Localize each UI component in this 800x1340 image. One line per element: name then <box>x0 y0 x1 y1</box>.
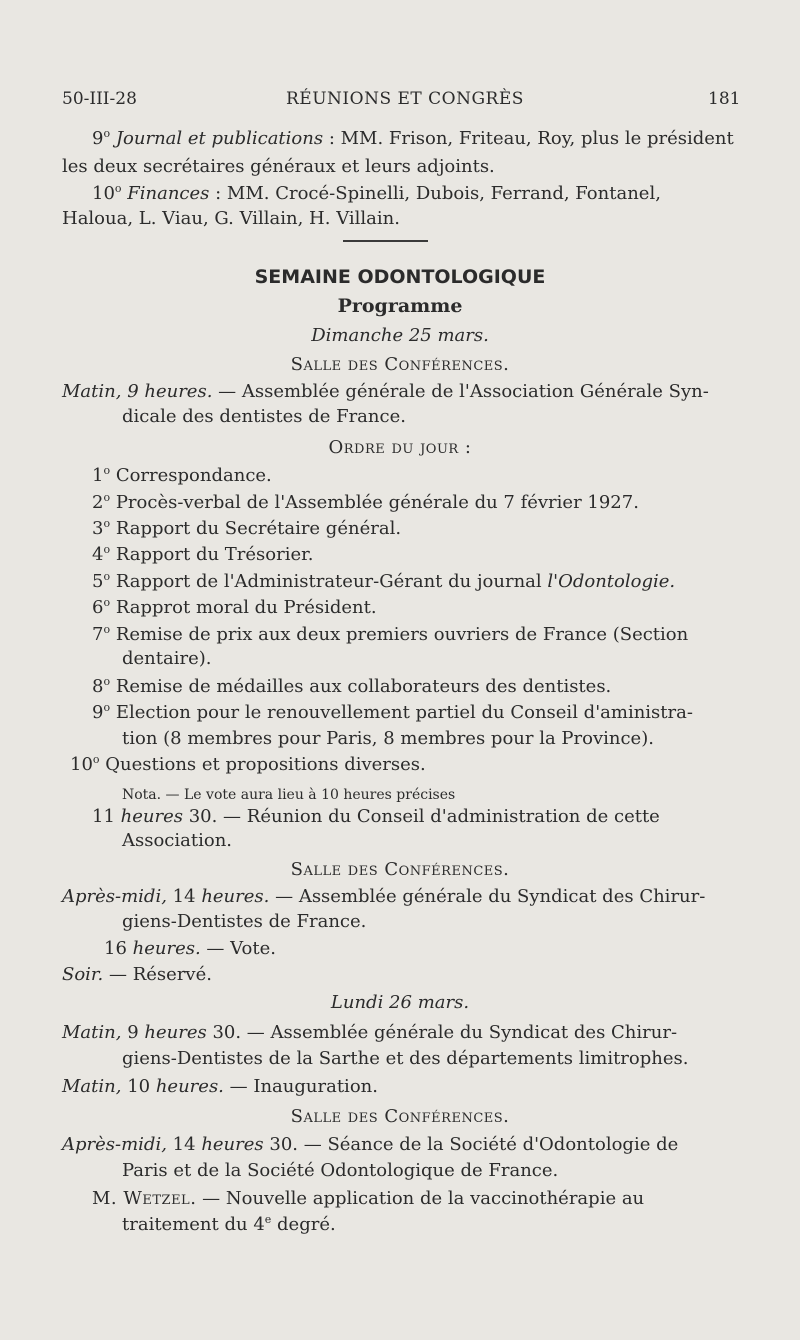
wetzel-cont: traitement du 4e degré. <box>122 1213 336 1235</box>
header-date: 50-III-28 <box>62 89 137 109</box>
program-title: Programme <box>337 295 463 317</box>
salle-3: Salle des Conférences. <box>290 1106 510 1127</box>
nota: Nota. — Le vote aura lieu à 10 heures précises <box>122 787 456 803</box>
section-title: SEMAINE ODONTOLOGIQUE <box>254 266 546 288</box>
intro-item-10-cont: Haloua, L. Viau, G. Villain, H. Villain. <box>62 208 400 229</box>
lundi-apres-midi-entry: Après-midi, 14 heures 30. — Séance de la Société d'Odontologie de <box>62 1134 679 1155</box>
lundi-apres-midi-cont: Paris et de la Société Odontologique de France. <box>122 1160 559 1181</box>
item-title: Finances <box>127 183 210 204</box>
agenda-item-7: 7$^o$ Remise de prix aux deux premiers ouvriers de France (Section <box>92 623 689 645</box>
agenda-item-9: 9$^o$ Election pour le renouvellement partiel du Conseil d'aministra- <box>92 701 693 723</box>
salle-2: Salle des Conférences. <box>290 859 510 880</box>
matin-9h-cont: dicale des dentistes de France. <box>122 406 406 427</box>
ordre-du-jour: Ordre du jour : <box>328 437 472 458</box>
intro-item-9-cont: les deux secrétaires généraux et leurs adjoints. <box>62 156 495 177</box>
h11-cont: Association. <box>122 830 233 851</box>
salle-1: Salle des Conférences. <box>290 354 510 375</box>
wetzel-entry: M. Wetzel. — Nouvelle application de la vaccinothérapie au <box>92 1188 645 1209</box>
agenda-item-1: 1$^o$ Correspondance. <box>92 464 272 486</box>
agenda-item-8: 8$^o$ Remise de médailles aux collaborateurs des dentistes. <box>92 675 612 697</box>
lundi-matin-10h-entry: Matin, 10 heures. — Inauguration. <box>62 1076 378 1097</box>
page-number: 181 <box>708 89 741 109</box>
header-title: RÉUNIONS ET CONGRÈS <box>286 89 524 109</box>
day1-date: Dimanche 25 mars. <box>311 325 489 346</box>
vote-entry: 16 heures. — Vote. <box>104 938 276 959</box>
section-divider <box>343 240 428 242</box>
entry-text: — Assemblée générale de l'Association Générale Syn- <box>212 381 709 402</box>
agenda-item-7-cont: dentaire). <box>122 648 212 669</box>
intro-item-9: 9$^o$ Journal et publications : MM. Frison, Friteau, Roy, plus le président <box>92 127 734 149</box>
agenda-item-5: 5$^o$ Rapport de l'Administrateur-Gérant du journal l'Odontologie. <box>92 570 676 592</box>
agenda-item-9-cont: tion (8 membres pour Paris, 8 membres pour la Province). <box>122 728 654 749</box>
soir-entry: Soir. — Réservé. <box>62 964 212 985</box>
agenda-item-3: 3$^o$ Rapport du Secrétaire général. <box>92 517 402 539</box>
lundi-matin-9h-entry: Matin, 9 heures 30. — Assemblée générale du Syndicat des Chirur- <box>62 1022 678 1043</box>
agenda-item-6: 6$^o$ Rapprot moral du Président. <box>92 596 377 618</box>
intro-item-10: 10$^o$ Finances : MM. Crocé-Spinelli, Dubois, Ferrand, Fontanel, <box>92 182 661 204</box>
h11-entry: 11 heures 30. — Réunion du Conseil d'administration de cette <box>92 806 660 827</box>
lundi-matin-9h-cont: giens-Dentistes de la Sarthe et des départements limitrophes. <box>122 1048 689 1069</box>
apres-midi-14h-entry: Après-midi, 14 heures. — Assemblée générale du Syndicat des Chirur- <box>62 886 706 907</box>
item-number: 9 <box>92 128 104 149</box>
time-label: Matin, 9 heures. <box>62 381 213 402</box>
agenda-item-2: 2$^o$ Procès-verbal de l'Assemblée générale du 7 février 1927. <box>92 491 639 513</box>
item-text: : MM. Frison, Friteau, Roy, plus le président <box>323 128 734 149</box>
matin-9h-entry <box>62 381 709 403</box>
item-title: Journal et publications <box>115 128 324 149</box>
day2-date: Lundi 26 mars. <box>330 992 470 1013</box>
agenda-item-4: 4$^o$ Rapport du Trésorier. <box>92 543 314 565</box>
item-text: : MM. Crocé-Spinelli, Dubois, Ferrand, Fontanel, <box>209 183 661 204</box>
item-number: 10 <box>92 183 115 204</box>
agenda-item-10: 10$^o$ Questions et propositions diverses. <box>70 753 426 775</box>
apres-midi-14h-cont: giens-Dentistes de France. <box>122 911 367 932</box>
